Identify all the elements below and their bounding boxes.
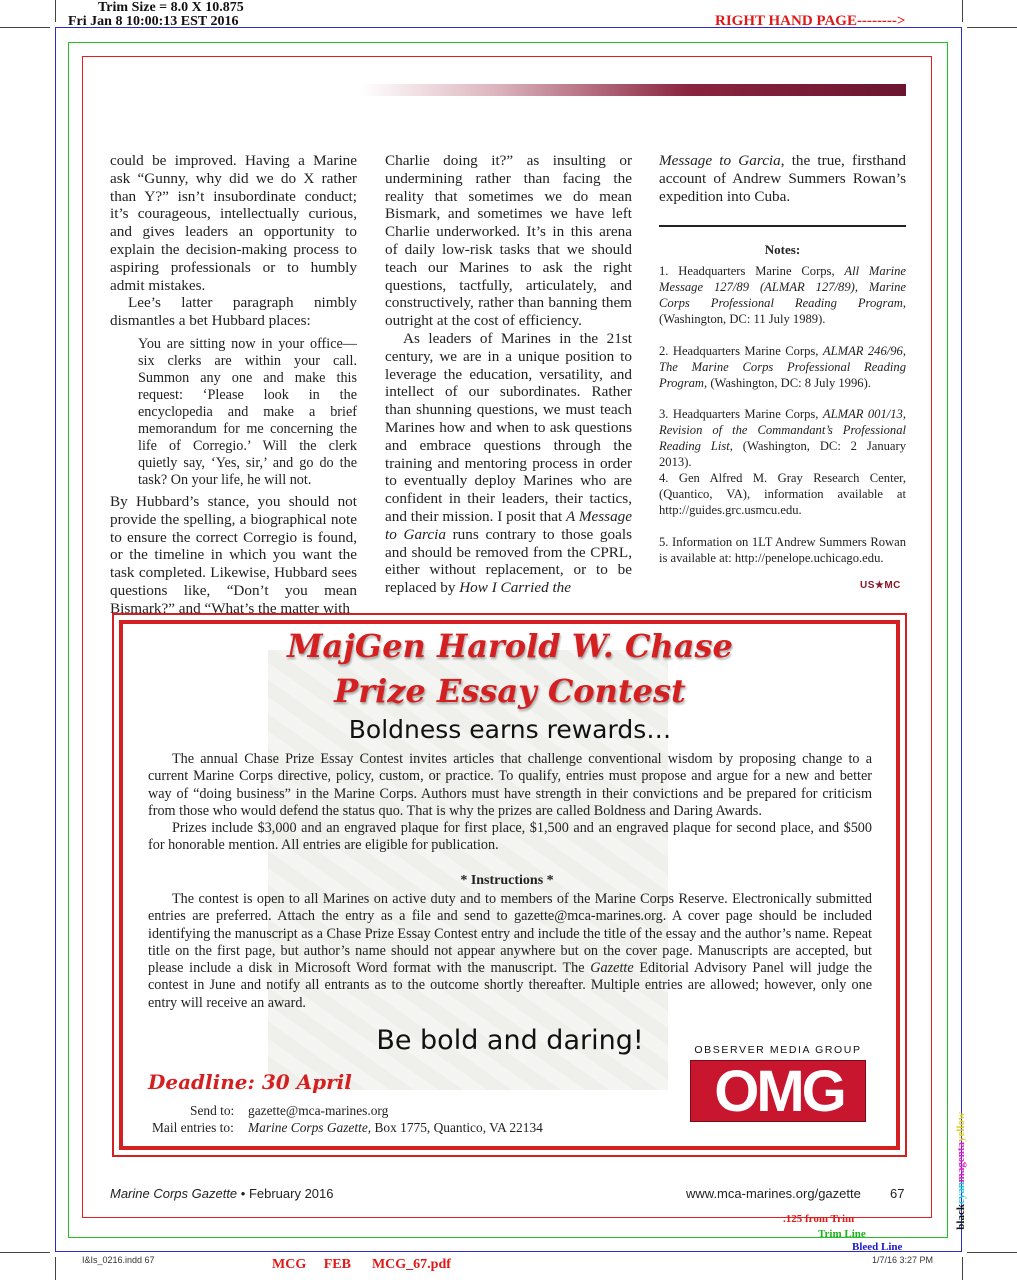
- instructions-heading: * Instructions *: [460, 873, 554, 888]
- omg-logo-block: [688, 1044, 868, 1122]
- publication-name: Marine Corps Gazette: [248, 1120, 368, 1135]
- footer-url[interactable]: www.mca-marines.org/gazette: [686, 1186, 861, 1201]
- notes-divider: [659, 225, 906, 227]
- pdf-filename: MCG FEB MCG_67.pdf: [272, 1257, 451, 1272]
- crop-mark: [0, 27, 50, 28]
- color-label-cyan: cyan: [955, 1182, 967, 1205]
- paragraph: [148, 891, 872, 1012]
- paragraph: could be improved. Having a Marine ask “Gunny, why did we do X rather than Y?” isn’t insubordinate conduct; it’s courageous, intellectually curious, and gives leaders an opportunity to explain the decision-making process to aspiring professionals or to humbly admit mistakes.: [110, 152, 357, 294]
- note-text: , (Washington, DC: 8 July 1996).: [704, 376, 871, 390]
- trim-offset-note: .125 from Trim: [783, 1213, 855, 1225]
- paragraph: By Hubbard’s stance, you should not provide the spelling, a biographical note to ensure the correct Corregio is found, or the timeline in which you want the task completed. Likewise, Hubbard sees questions like, “Don’t you mean Bismark?” and “What’s the matter with: [110, 492, 357, 617]
- omg-logo: [690, 1060, 866, 1122]
- crop-mark: [0, 1252, 50, 1253]
- right-hand-page-label: RIGHT HAND PAGE-------->: [715, 13, 906, 29]
- book-title: Message to Garcia: [659, 152, 781, 169]
- paragraph: Prizes include $3,000 and an engraved plaque for first place, $1,500 and an engraved plaque for second place, and $500 for honorable mention. All entries are eligible for publication.: [148, 820, 872, 854]
- crop-mark: [962, 1257, 963, 1280]
- note-text: , (Washington, DC: 2 January 2013).: [659, 439, 907, 469]
- note-text: , (Washington, DC: 11 July 1989).: [659, 296, 906, 326]
- note-citation: All Marine Message 127/89 (ALMAR 127/89), Marine Corps Professional Reading Program: [659, 264, 906, 310]
- mail-entries-label: Mail entries to:: [152, 1120, 234, 1135]
- contest-title-line-2: Prize Essay Contest: [334, 672, 686, 710]
- text-run: The contest is open to all Marines on active duty and to members of the Marine Corps Reserve. Electronically submitted entries are preferred. Attach the entry as a file and send to gazette@mca-marines.org. A cover page should be included identifying the manuscript as a Chase Prize Essay Contest entry and include the title of the essay and the author’s name. Repeat title on the first page, but author’s name should not appear anywhere but on the cover page. Manuscripts are accepted, but please include a disk in Microsoft Word format with the manuscript. The: [148, 891, 872, 977]
- color-label-black: black: [955, 1204, 967, 1230]
- text-run: , the true, firsthand account of Andrew Summers Rowan’s expedition into Cuba.: [659, 152, 906, 205]
- trim-size-label: Trim Size = 8.0 X 10.875: [98, 0, 244, 15]
- paragraph: The annual Chase Prize Essay Contest invites articles that challenge conventional wisdom by proposing change to a current Marine Corps directive, policy, custom, or practice. To qualify, entries must propose and argue for a new and better way of “doing business” in the Marine Corps. Authors must have strength in their convictions and be prepared for criticism from those who would defend the status quo. That is why the prizes are called Boldness and Daring Awards.: [148, 751, 872, 819]
- contest-tagline: Boldness earns rewards…: [348, 715, 672, 744]
- bold-daring-line: Be bold and daring!: [376, 1025, 644, 1056]
- contest-title-line-1: MajGen Harold W. Chase: [287, 627, 733, 665]
- crop-mark: [962, 0, 963, 22]
- send-to-label: Send to:: [190, 1103, 235, 1118]
- article-column-1: [110, 152, 357, 618]
- crop-mark: [55, 1257, 56, 1280]
- book-title: A Message to Garcia: [385, 507, 632, 543]
- publication-name: Gazette: [590, 960, 634, 977]
- note-text: 4. Gen Alfred M. Gray Research Center, (Quantico, VA), information available at http://guides.grc.usmcu.edu.: [659, 471, 906, 517]
- book-title: How I Carried the: [459, 579, 572, 597]
- notes-heading: Notes:: [764, 242, 801, 257]
- note-text: 5. Information on 1LT Andrew Summers Rowan is available at: http://penelope.uchicago.edu.: [659, 535, 906, 565]
- text-run: Editorial Advisory Panel will judge the contest in June and notify all entrants as to the outcome shortly thereafter. Multiple entries are allowed; however, only one entry will receive an award.: [148, 960, 872, 1011]
- deadline-text: Deadline: 30 April: [148, 1070, 352, 1094]
- omg-letters: OMG: [714, 1059, 844, 1124]
- crop-mark: [967, 1252, 1017, 1253]
- send-to-email[interactable]: gazette@mca-marines.org: [248, 1103, 389, 1118]
- paragraph: [659, 152, 906, 205]
- note-text: 3. Headquarters Marine Corps,: [659, 407, 823, 421]
- footer-publication: [110, 1186, 334, 1201]
- paragraph: Lee’s latter paragraph nimbly dismantles a bet Hubbard places:: [110, 294, 357, 330]
- note-text: 1. Headquarters Marine Corps,: [659, 264, 845, 278]
- crop-mark: [967, 27, 1017, 28]
- note-citation: ALMAR 001/13, Revision of the Commandant’s Professional Reading List: [659, 407, 907, 453]
- header-gradient-bar: [360, 84, 906, 96]
- article-column-3: [659, 152, 906, 205]
- color-separation-labels: [955, 1095, 969, 1230]
- note-text: 2. Headquarters Marine Corps,: [659, 344, 823, 358]
- note-citation: ALMAR 246/96, The Marine Corps Professional Reading Program: [659, 344, 907, 390]
- block-quote: You are sitting now in your office—six clerks are within your call. Summon any one and make this request: ‘Please look in the encyclopedia and make a brief memorandum for me concerning the life of Corregio.’ Will the clerk quietly say, ‘Yes, sir,’ and go do the task? On your life, he will not.: [138, 335, 357, 488]
- paragraph: Charlie doing it?” as insulting or undermining rather than facing the reality that sometimes we do mean Bismark, and sometimes we have left Charlie underworked. It’s in this arena of daily low-risk tasks that we should teach our Marines to ask the right questions, tactfully, articulately, and constructively, rather than banning them outright at the cost of efficiency.: [385, 152, 632, 330]
- mail-address: [248, 1119, 543, 1136]
- color-label-magenta: magenta: [955, 1141, 967, 1183]
- text-run: As leaders of Marines in the 21st century, we are in a unique position to leverage the education, versatility, and intellect of our subordinates. Rather than shunning questions, we must teach Marines how and when to ask questions and embrace questions through the training and mentoring process in order to eventually deploy Marines who are confident in their leaders, their tactics, and their mission. I posit that: [385, 329, 632, 525]
- contest-description: [148, 751, 872, 855]
- indd-filename: I&Is_0216.indd 67: [82, 1255, 155, 1265]
- usmc-end-logo: US★MC: [860, 580, 901, 591]
- page-number: 67: [890, 1186, 905, 1201]
- note-item: [659, 343, 906, 391]
- bleed-line-label: Bleed Line: [852, 1241, 903, 1253]
- crop-mark: [55, 0, 56, 22]
- instructions-text: [148, 891, 872, 1012]
- print-timestamp: 1/7/16 3:27 PM: [872, 1255, 934, 1265]
- text-run: runs contrary to those goals and should be removed from the CPRL, either without replacement, or to be replaced by: [385, 525, 632, 597]
- omg-header-text: OBSERVER MEDIA GROUP: [694, 1044, 862, 1056]
- note-item: [659, 534, 906, 566]
- text-run: , Box 1775, Quantico, VA 22134: [367, 1120, 543, 1135]
- publication-name: Marine Corps Gazette: [110, 1186, 238, 1201]
- paragraph: [385, 330, 632, 597]
- issue-date: • February 2016: [237, 1186, 334, 1201]
- note-item: [659, 406, 906, 470]
- note-item: [659, 263, 906, 327]
- color-label-yellow: yellow: [955, 1112, 967, 1142]
- trim-line-label: Trim Line: [818, 1228, 866, 1240]
- note-item: [659, 470, 906, 518]
- print-datetime: Fri Jan 8 10:00:13 EST 2016: [68, 14, 239, 29]
- article-column-2: [385, 152, 632, 597]
